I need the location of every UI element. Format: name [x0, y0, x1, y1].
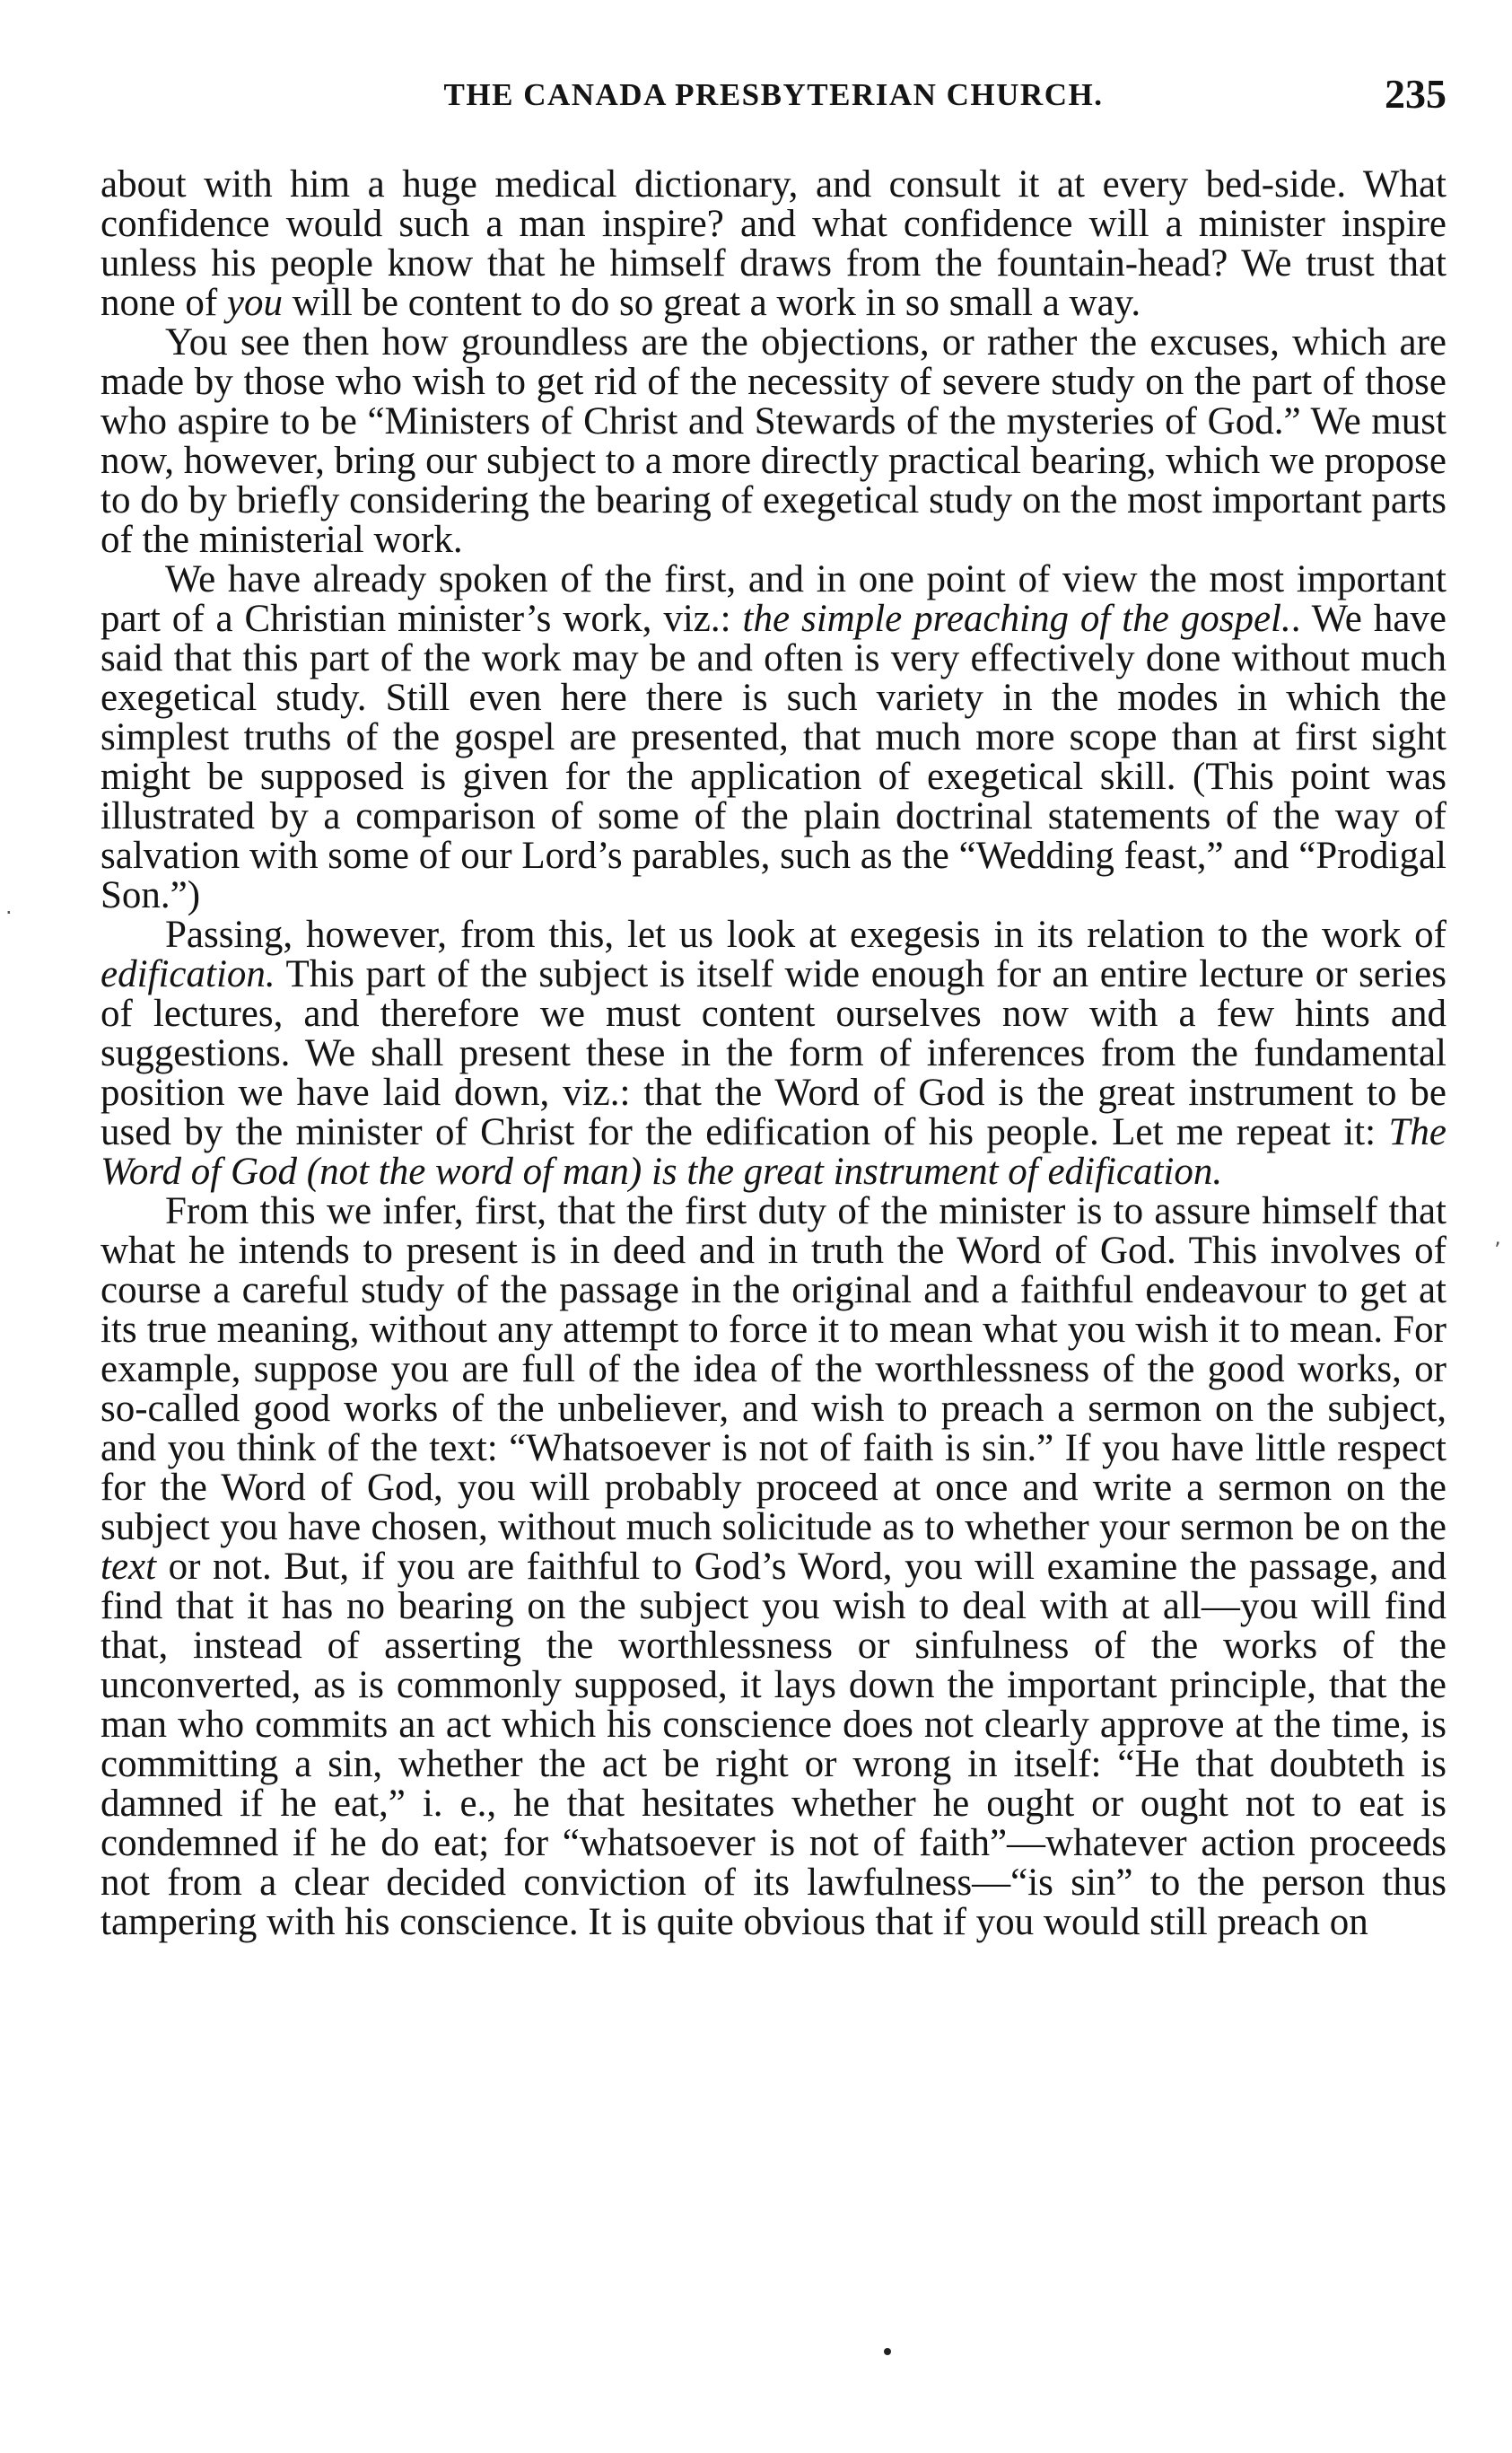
- right-margin-mark: ʼ: [1494, 1238, 1501, 1263]
- text-run: From this we infer, first, that the first duty of the minister is to assure himself that what he intends to present is in deed and in truth the Word of God. This involves of course a careful study of the passage in the original and a faithful endeavour to get at its true meaning, without any attempt to force it to mean what you wish it to mean. For example, suppose you are full of the idea of the worthlessness of the good works, or so-called good works of the unbeliever, and wish to preach a sermon on the subject, and you think of the text: “Whatsoever is not of faith is sin.” If you have little respect for the Word of God, you will probably proceed at once and write a sermon on the subject you have chosen, without much solicitude as to whether your sermon be on the: [101, 1190, 1446, 1548]
- left-margin-mark: ·: [5, 900, 13, 925]
- body-paragraph: [101, 323, 1446, 560]
- page-number: 235: [1385, 71, 1446, 117]
- running-title: THE CANADA PRESBYTERIAN CHURCH.: [443, 77, 1104, 112]
- text-run: will be content to do so great a work in so small a way.: [283, 282, 1141, 324]
- text-run: We have already spoken of the first, and in one point of view the most important part of a Christian minister’s work, viz.:: [101, 558, 1446, 640]
- body-paragraph: [101, 165, 1446, 323]
- text-run: Passing, however, from this, let us look at exegesis in its relation to the work of: [165, 914, 1446, 956]
- italic-text: you: [226, 282, 283, 324]
- italic-text: text: [101, 1546, 157, 1588]
- document-page: [101, 70, 1446, 2422]
- body-paragraph: [101, 915, 1446, 1192]
- italic-text: the simple preaching of the gospel.: [742, 598, 1291, 640]
- body-paragraph: [101, 1192, 1446, 1942]
- body-text: [101, 165, 1446, 1942]
- text-run: . We have said that this part of the work may be and often is very effectively done without much exegetical study. Still even here there is such variety in the modes in which the simplest truths of the gospel are presented, that much more scope than at first sight might be supposed is given for the application of exegetical skill. (This point was illustrated by a comparison of some of the plain doctrinal statements of the way of salvation with some of our Lord’s parables, such as the “Wedding feast,” and “Prodigal Son.”): [101, 598, 1446, 916]
- running-head: [101, 70, 1446, 135]
- text-run: about with him a huge medical dictionary, and consult it at every bed-side. What confidence would such a man inspire? and what confidence will a minister inspire unless his people know that he himself draws from the fountain-head? We trust that none of: [101, 163, 1446, 324]
- bottom-ink-mark: [884, 2348, 891, 2355]
- text-run: This part of the subject is itself wide enough for an entire lecture or series of lectures, and therefore we must content ourselves now with a few hints and suggestions. We shall present these in the form of inferences from the fundamental position we have laid down, viz.: that the Word of God is the great instrument to be used by the minister of Christ for the edification of his people. Let me repeat it:: [101, 953, 1446, 1153]
- text-run: You see then how groundless are the objections, or rather the excuses, which are made by those who wish to get rid of the necessity of severe study on the part of those who aspire to be “Ministers of Christ and Stewards of the mysteries of God.” We must now, however, bring our subject to a more directly practical bearing, which we propose to do by briefly considering the bearing of exegetical study on the most important parts of the ministerial work.: [101, 321, 1446, 561]
- body-paragraph: [101, 560, 1446, 915]
- italic-text: The Word of God (not the word of man) is the great instrument of edification.: [101, 1111, 1446, 1193]
- text-run: or not. But, if you are faithful to God’s Word, you will examine the passage, and find that it has no bearing on the subject you wish to deal with at all—you will find that, instead of asserting the worthlessness or sinfulness of the works of the unconverted, as is commonly supposed, it lays down the important principle, that the man who commits an act which his conscience does not clearly approve at the time, is committing a sin, whether the act be right or wrong in itself: “He that doubteth is damned if he eat,” i. e., he that hesitates whether he ought or ought not to eat is condemned if he do eat; for “whatsoever is not of faith”—whatever action proceeds not from a clear decided conviction of its lawfulness—“is sin” to the person thus tampering with his conscience. It is quite obvious that if you would still preach on: [101, 1546, 1446, 1943]
- italic-text: edification.: [101, 953, 275, 995]
